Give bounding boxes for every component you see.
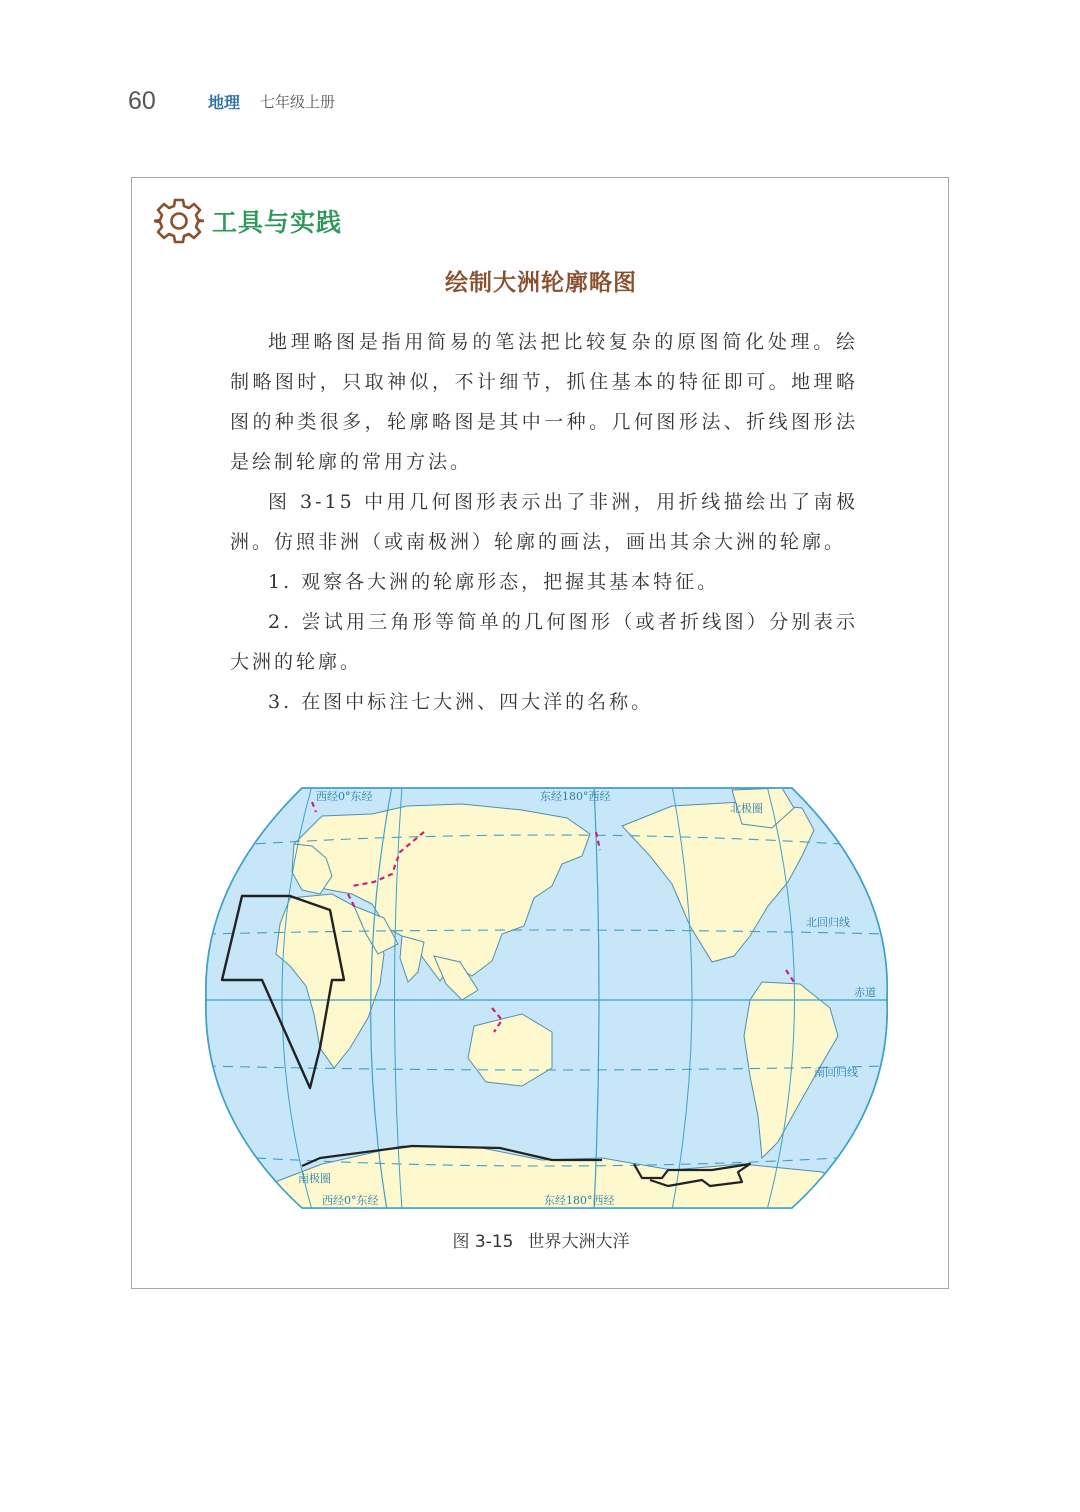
grade-label: 七年级上册 (260, 92, 336, 111)
section-header (154, 196, 342, 246)
label-e180-bottom: 东经180°西经 (544, 1194, 615, 1207)
list-item: 3. 在图中标注七大洲、四大洋的名称。 (268, 691, 654, 713)
article-title: 绘制大洲轮廓略图 (445, 269, 637, 296)
label-equator: 赤道 (854, 986, 876, 999)
paragraph: 地理略图是指用简易的笔法把比较复杂的原图简化处理。绘制略图时，只取神似，不计细节，抓住基本的特征即可。地理略图的种类很多，轮廓略图是其中一种。几何图形法、折线图形法是绘制轮廓的常用方法。 (230, 331, 858, 473)
label-s-tropic: 南回归线 (814, 1066, 858, 1079)
page-header (128, 84, 335, 118)
subject-label: 地理 (208, 92, 241, 112)
list-item: 1. 观察各大洲的轮廓形态，把握其基本特征。 (268, 571, 720, 593)
label-e180-top: 东经180°西经 (540, 790, 611, 803)
label-w0-bottom: 西经0°东经 (322, 1194, 379, 1207)
world-map (202, 786, 892, 1210)
figure-number: 图 3-15 (452, 1232, 514, 1252)
practice-box (131, 177, 949, 1289)
section-title: 工具与实践 (212, 208, 343, 237)
label-n-tropic: 北回归线 (806, 916, 850, 929)
list-item: 2. 尝试用三角形等简单的几何图形（或者折线图）分别表示大洲的轮廓。 (230, 611, 858, 673)
article-body (230, 322, 858, 722)
label-s-arctic: 南极圈 (298, 1172, 331, 1185)
figure-title: 世界大洲大洋 (527, 1232, 630, 1252)
figure-caption (132, 1227, 950, 1252)
label-arctic: 北极圈 (730, 802, 763, 815)
paragraph: 图 3-15 中用几何图形表示出了非洲，用折线描绘出了南极洲。仿照非洲（或南极洲）轮廓的画法，画出其余大洲的轮廓。 (230, 491, 858, 553)
page-number: 60 (128, 86, 156, 115)
gear-icon (154, 196, 204, 246)
label-w0-top: 西经0°东经 (316, 790, 373, 803)
australia-land (468, 1014, 552, 1086)
